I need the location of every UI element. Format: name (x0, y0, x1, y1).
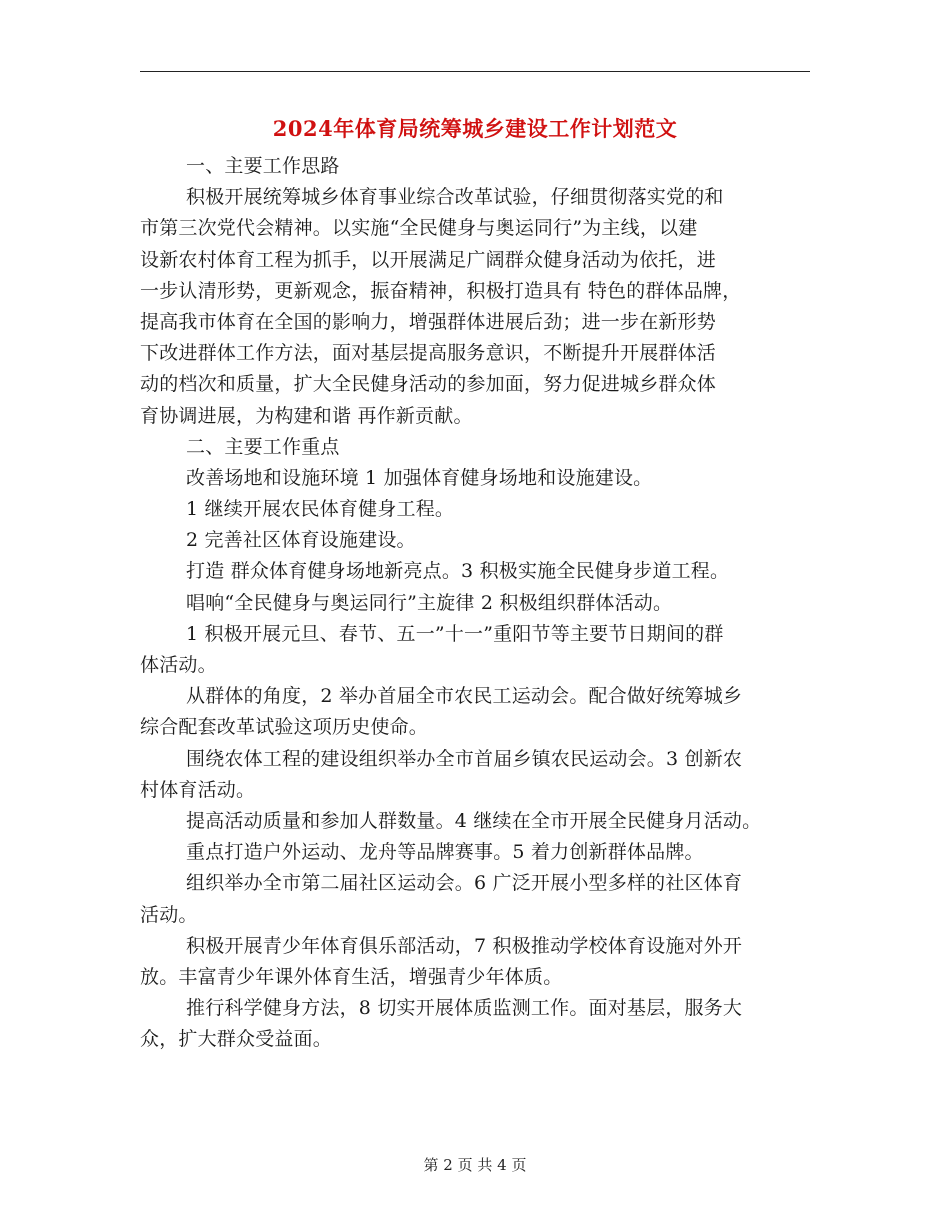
paragraph-line: 唱响“全民健身与奥运同行”主旋律 2 积极组织群体活动。 (186, 591, 673, 614)
paragraph-line: 放。丰富青少年课外体育生活，增强青少年体质。 (140, 965, 563, 988)
paragraph-line: 2 完善社区体育设施建设。 (186, 529, 416, 552)
paragraph-line: 改善场地和设施环境 1 加强体育健身场地和设施建设。 (186, 466, 653, 489)
paragraph-line: 动的档次和质量，扩大全民健身活动的参加面，努力促进城乡群众体 (140, 373, 717, 396)
document-body (140, 151, 815, 1055)
paragraph-line: 活动。 (140, 903, 198, 926)
paragraph-line: 1 继续开展农民体育健身工程。 (186, 498, 455, 521)
paragraph-line: 众，扩大群众受益面。 (140, 1028, 333, 1051)
paragraph-line: 组织举办全市第二届社区运动会。6 广泛开展小型多样的社区体育 (186, 872, 743, 895)
paragraph-line: 市第三次党代会精神。以实施“全民健身与奥运同行”为主线，以建 (140, 217, 698, 240)
paragraph-line: 1 积极开展元旦、春节、五一”十一”重阳节等主要节日期间的群 (186, 622, 724, 645)
header-rule (140, 71, 810, 72)
paragraph-line: 围绕农体工程的建设组织举办全市首届乡镇农民运动会。3 创新农 (186, 747, 743, 770)
paragraph-line: 提高活动质量和参加人群数量。4 继续在全市开展全民健身月活动。 (186, 809, 762, 832)
paragraph-line: 打造 群众体育健身场地新亮点。3 积极实施全民健身步道工程。 (186, 560, 730, 583)
paragraph-line: 积极开展青少年体育俱乐部活动，7 积极推动学校体育设施对外开 (186, 934, 743, 957)
paragraph-line: 下改进群体工作方法，面对基层提高服务意识，不断提升开展群体活 (140, 342, 717, 365)
paragraph-line: 从群体的角度，2 举办首届全市农民工运动会。配合做好统筹城乡 (186, 685, 743, 708)
paragraph-line: 推行科学健身方法，8 切实开展体质监测工作。面对基层，服务大 (186, 997, 743, 1020)
page-footer: 第 2 页 共 4 页 (423, 1156, 527, 1174)
paragraph-line: 体活动。 (140, 654, 217, 676)
document-title: 2024年体育局统筹城乡建设工作计划范文 (272, 116, 678, 141)
paragraph-line: 提高我市体育在全国的影响力，增强群体进展后劲；进一步在新形势 (140, 310, 717, 333)
paragraph-line: 二、主要工作重点 (186, 435, 340, 458)
paragraph-line: 积极开展统筹城乡体育事业综合改革试验，仔细贯彻落实党的和 (186, 186, 724, 209)
paragraph-line: 村体育活动。 (140, 778, 256, 801)
paragraph-line: 一、主要工作思路 (186, 155, 340, 177)
paragraph-line: 育协调进展，为构建和谐 再作新贡献。 (140, 404, 473, 427)
paragraph-line: 一步认清形势，更新观念，振奋精神，积极打造具有 特色的群体品牌， (140, 279, 742, 302)
paragraph-line: 综合配套改革试验这项历史使命。 (140, 716, 429, 739)
paragraph-line: 重点打造户外运动、龙舟等品牌赛事。5 着力创新群体品牌。 (186, 841, 704, 864)
paragraph-line: 设新农村体育工程为抓手，以开展满足广阔群众健身活动为依托，进 (140, 248, 717, 271)
